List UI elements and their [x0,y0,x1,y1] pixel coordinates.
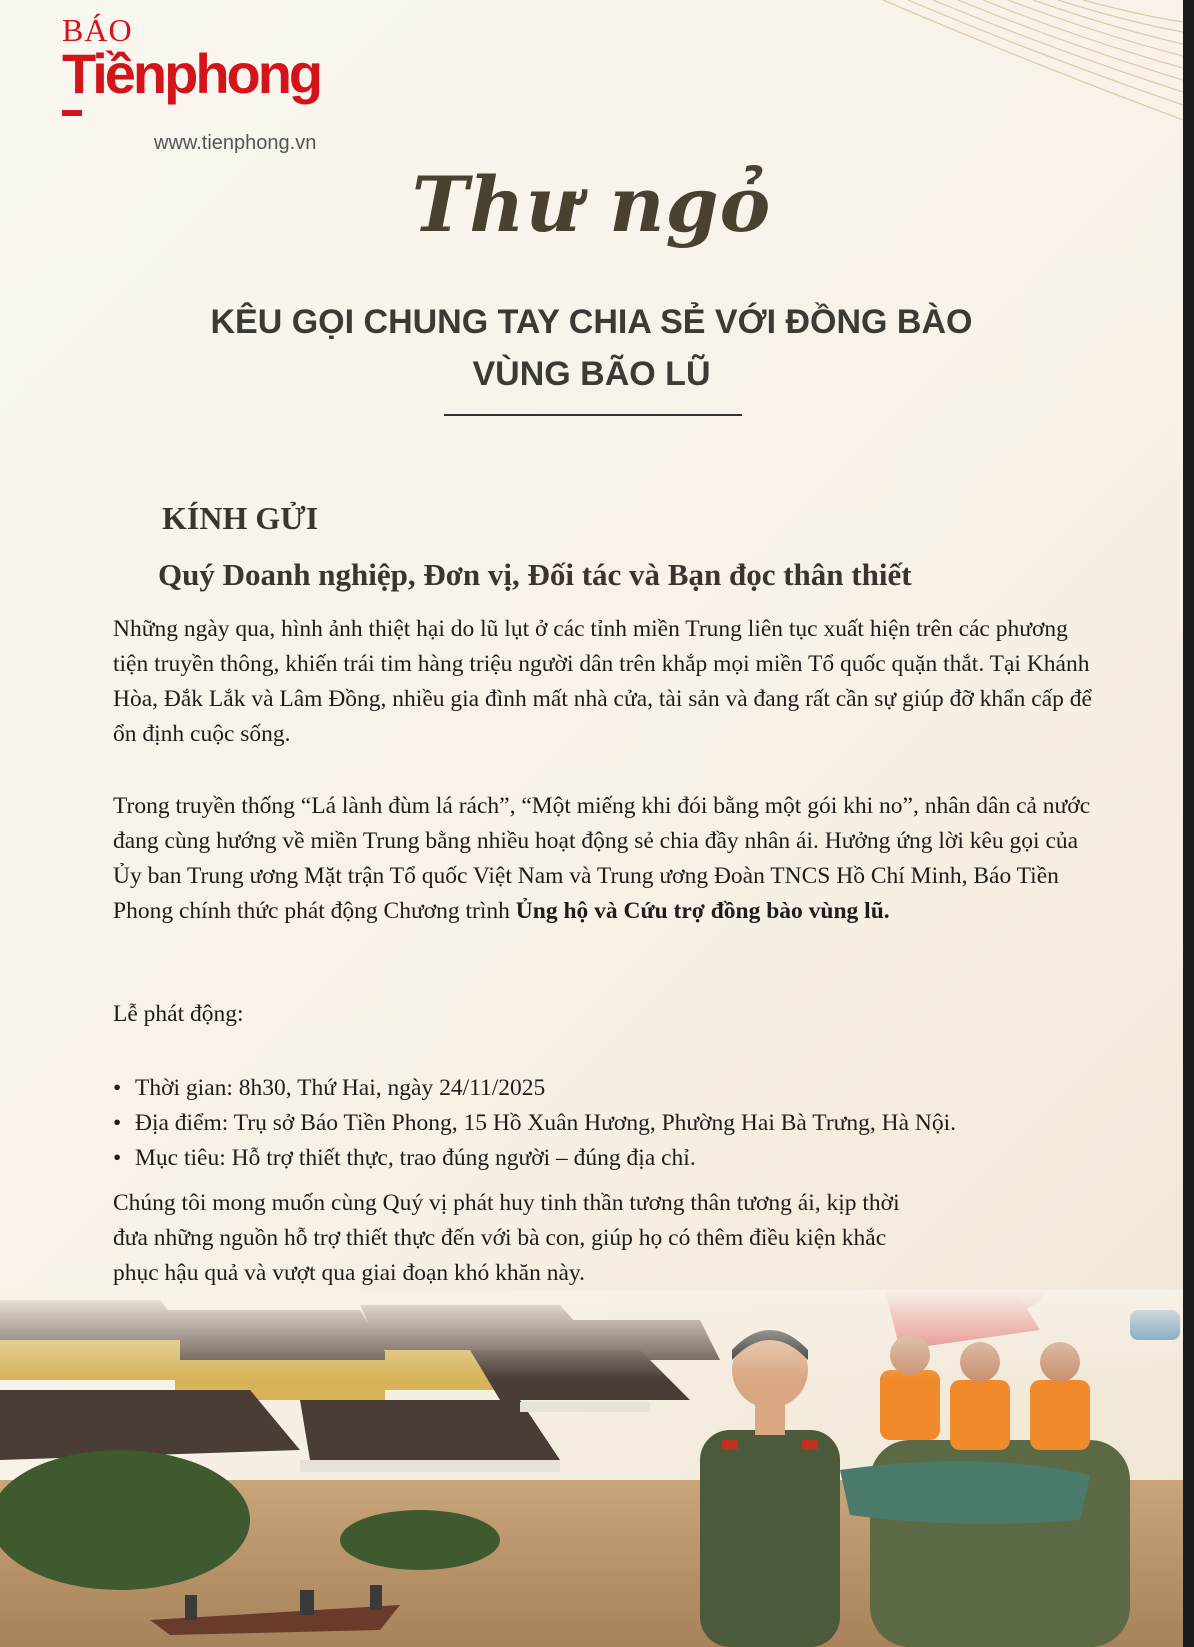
launch-details-list [113,1071,956,1176]
logo-accent-bar [62,110,82,116]
list-item: • Thời gian: 8h30, Thứ Hai, ngày 24/11/2025 [113,1071,956,1106]
flood-rescue-photo [0,1290,1183,1647]
salutation-recipient: Quý Doanh nghiệp, Đơn vị, Đối tác và Bạn đọc thân thiết [158,557,912,592]
list-item: • Mục tiêu: Hỗ trợ thiết thực, trao đúng người – đúng địa chỉ. [113,1141,956,1176]
paragraph-2 [113,789,1103,929]
logo-brand-name: Tiềnphong [62,42,321,105]
launch-label: Lễ phát động: [113,1001,244,1027]
newspaper-logo[interactable] [62,12,362,152]
letter-title: Thư ngỏ [411,160,772,249]
program-name: Ủng hộ và Cứu trợ đồng bào vùng lũ. [515,898,890,924]
paragraph-3: Chúng tôi mong muốn cùng Quý vị phát huy tinh thần tương thân tương ái, kịp thời đưa những nguồn hỗ trợ thiết thực đến với bà con, giúp họ có thêm điều kiện khắc phục hậu quả và vượt qua giai đoạn khó khăn này. [113,1190,900,1286]
subtitle-line-2: VÙNG BÃO LŨ [472,355,711,393]
letter-subtitle [0,296,1183,400]
logo-bao-text: BÁO [62,12,133,48]
logo-url[interactable]: www.tienphong.vn [154,132,317,154]
subtitle-line-1: KÊU GỌI CHUNG TAY CHIA SẺ VỚI ĐỒNG BÀO [210,303,973,341]
list-item: • Địa điểm: Trụ sở Báo Tiền Phong, 15 Hồ Xuân Hương, Phường Hai Bà Trưng, Hà Nội. [113,1106,956,1141]
decorative-rays [863,0,1183,170]
paragraph-1: Những ngày qua, hình ảnh thiệt hại do lũ lụt ở các tỉnh miền Trung liên tục xuất hiện trên các phương tiện truyền thông, khiến trái tim hàng triệu người dân trên khắp mọi miền Tổ quốc quặn thắt. Tại Khánh Hòa, Đắk Lắk và Lâm Đồng, nhiều gia đình mất nhà cửa, tài sản và đang rất cần sự giúp đỡ khẩn cấp để ổn định cuộc sống. [113,616,1092,747]
salutation-heading: KÍNH GỬI [162,500,319,536]
divider [444,414,742,416]
paragraph-2-text: Trong truyền thống “Lá lành đùm lá rách”, “Một miếng khi đói bằng một gói khi no”, nhân dân cả nước đang cùng hướng về miền Trung bằng nhiều hoạt động sẻ chia đầy nhân ái. Hưởng ứng lời kêu gọi của Ủy ban Trung ương Mặt trận Tổ quốc Việt Nam và Trung ương Đoàn TNCS Hồ Chí Minh, Báo Tiền Phong chính thức phát động Chương trình [113,793,1091,924]
